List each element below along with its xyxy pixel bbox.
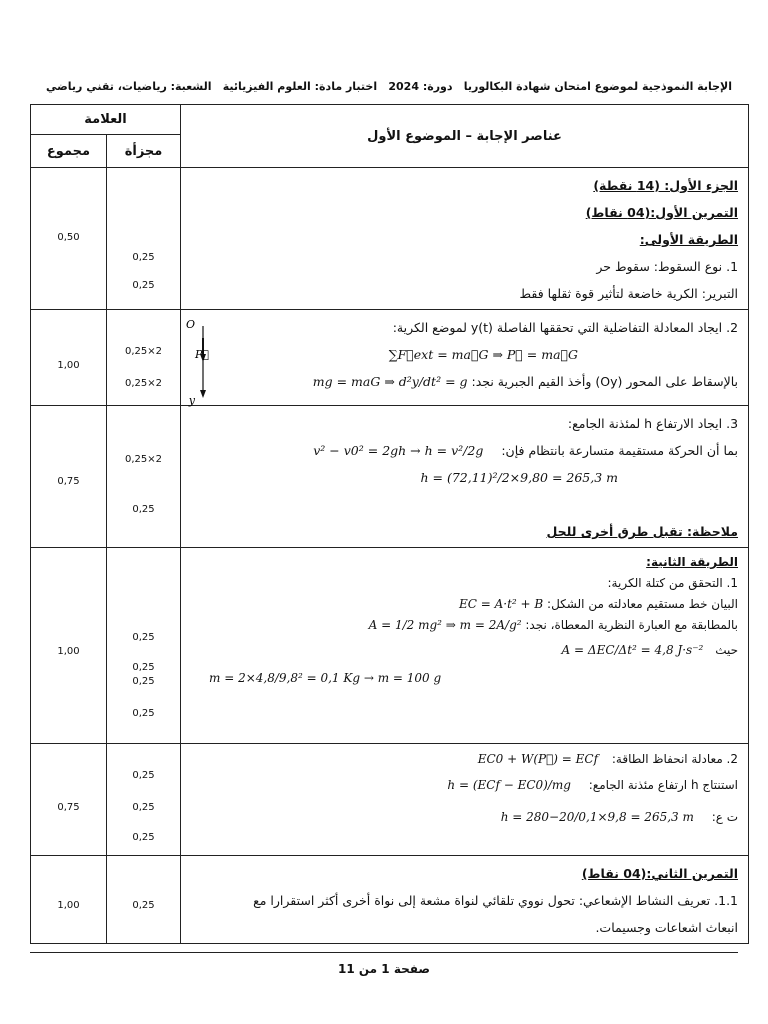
- content-title: عناصر الإجابة – الموضوع الأول: [181, 105, 749, 168]
- answer-line: 1. نوع السقوط: سقوط حر: [596, 259, 739, 274]
- answer-line: [189, 636, 738, 664]
- answer-line: [189, 770, 738, 800]
- answer-table: [30, 104, 749, 944]
- table-row: [31, 406, 749, 548]
- answer-text: بما أن الحركة مستقيمة متسارعة بانتظام فإن:: [501, 443, 739, 458]
- header-session: دورة: 2024: [388, 80, 453, 93]
- partial-mark: 0,25×2: [125, 454, 163, 465]
- method-title: الطريقة الأولى:: [639, 232, 739, 247]
- method-title: الطريقة الثانية:: [646, 555, 739, 569]
- total-mark: 1,00: [57, 646, 80, 657]
- equation: m = 2×4,8/9,8² = 0,1 Kg → m = 100 g: [209, 671, 442, 685]
- answer-line: 2. ايجاد المعادلة التفاضلية التي تحققها الفاصلة y(t) لموضع الكرية:: [392, 320, 739, 335]
- answer-line: 1. التحقق من كتلة الكرية:: [607, 576, 739, 590]
- answer-text: البيان خط مستقيم معادلته من الشكل:: [547, 597, 739, 611]
- total-mark: 1,00: [57, 900, 80, 911]
- answer-line: انبعاث اشعاعات وجسيمات.: [595, 920, 739, 935]
- partial-mark: 0,25: [132, 252, 155, 263]
- answer-line: [189, 615, 738, 636]
- axis-origin: O: [185, 318, 196, 331]
- partial-mark: 0,25×2: [125, 378, 163, 389]
- equation: h = (ECf − EC0)/mg: [447, 778, 571, 792]
- part-title: الجزء الأول: (14 نقطة): [593, 178, 739, 193]
- weight-label: P⃗: [195, 348, 210, 361]
- table-row: [31, 856, 749, 944]
- partial-mark: 0,25: [132, 676, 155, 687]
- page-number: صفحة 1 من 11: [338, 962, 430, 976]
- total-header: مجموع: [31, 135, 107, 168]
- note: ملاحظة: تقبل طرق أخرى للحل: [546, 524, 739, 539]
- equation: A = ΔEC/Δt² = 4,8 J·s⁻²: [561, 643, 704, 657]
- equation: h = (72,11)²/2×9,80 = 265,3 m: [420, 470, 619, 485]
- answer-line: [189, 748, 738, 770]
- partial-mark: 0,25: [132, 900, 155, 911]
- equation: v² − v0² = 2gh → h = v²/2g: [313, 443, 484, 458]
- partial-mark: 0,25: [132, 802, 155, 813]
- answer-text: حيث: [715, 643, 739, 657]
- answer-text: بالإسقاط على المحور (Oy) وأخذ القيم الجبرية نجد:: [471, 374, 739, 389]
- answer-line: [189, 800, 738, 834]
- equation: mg = maG ⇒ d²y/dt² = g: [312, 374, 468, 389]
- answer-line: 1.1. تعريف النشاط الإشعاعي: تحول نووي تلقائي لنواة مشعة إلى نواة أخرى أكثر استقرارا مع: [253, 893, 739, 908]
- axis-diagram: [185, 316, 235, 407]
- partial-mark: 0,25: [132, 708, 155, 719]
- total-mark: 0,50: [57, 232, 80, 243]
- table-row: [31, 744, 749, 856]
- mark-header: العلامة: [31, 105, 181, 135]
- answer-text: استنتاج h ارتفاع مئذنة الجامع:: [588, 778, 739, 792]
- table-row: [31, 168, 749, 310]
- header-exam: اختبار مادة: العلوم الفيزيائية: [222, 80, 378, 93]
- footer-rule: [30, 952, 738, 953]
- header-title: الإجابة النموذجية لموضوع امتحان شهادة البكالوريا: [463, 80, 732, 93]
- answer-text: ت ع:: [711, 810, 739, 824]
- partial-mark: 0,25: [132, 770, 155, 781]
- equation: h = 280−20/0,1×9,8 = 265,3 m: [500, 810, 694, 824]
- equation: ∑F⃗ext = ma⃗G ⇒ P⃗ = ma⃗G: [388, 347, 579, 362]
- table-row: [31, 310, 749, 406]
- exercise-title: التمرين الأول:(04 نقاط): [585, 205, 739, 220]
- header-stream: الشعبة: رياضيات، تقني رياضي: [46, 80, 212, 93]
- table-row: [31, 548, 749, 744]
- equation: A = 1/2 mg² ⇒ m = 2A/g²: [368, 618, 522, 632]
- partial-mark: 0,25: [132, 832, 155, 843]
- exercise-title: التمرين الثاني:(04 نقاط): [581, 866, 739, 881]
- answer-line: التبرير: الكرية خاضعة لتأثير قوة ثقلها فقط: [519, 286, 739, 301]
- answer-line: [189, 594, 738, 615]
- total-mark: 0,75: [57, 802, 80, 813]
- partial-mark: 0,25: [132, 280, 155, 291]
- answer-text: 2. معادلة انحفاظ الطاقة:: [611, 752, 739, 766]
- page-header: [36, 80, 732, 98]
- axis-label: y: [188, 394, 196, 407]
- answer-line: [189, 437, 738, 464]
- partial-mark: 0,25: [132, 504, 155, 515]
- answer-line: 3. ايجاد الارتفاع h لمئذنة الجامع:: [567, 416, 739, 431]
- answer-text: بالمطابقة مع العبارة النظرية المعطاة، نجد:: [525, 618, 739, 632]
- partial-mark: 0,25: [132, 632, 155, 643]
- partial-header: مجزأة: [107, 135, 181, 168]
- partial-mark: 0,25×2: [125, 346, 163, 357]
- answer-line: [189, 368, 738, 395]
- total-mark: 1,00: [57, 360, 80, 371]
- partial-mark: 0,25: [132, 662, 155, 673]
- equation: EC0 + W(P⃗) = ECf: [477, 752, 599, 766]
- equation: EC = A·t² + B: [458, 597, 544, 611]
- total-mark: 0,75: [57, 476, 80, 487]
